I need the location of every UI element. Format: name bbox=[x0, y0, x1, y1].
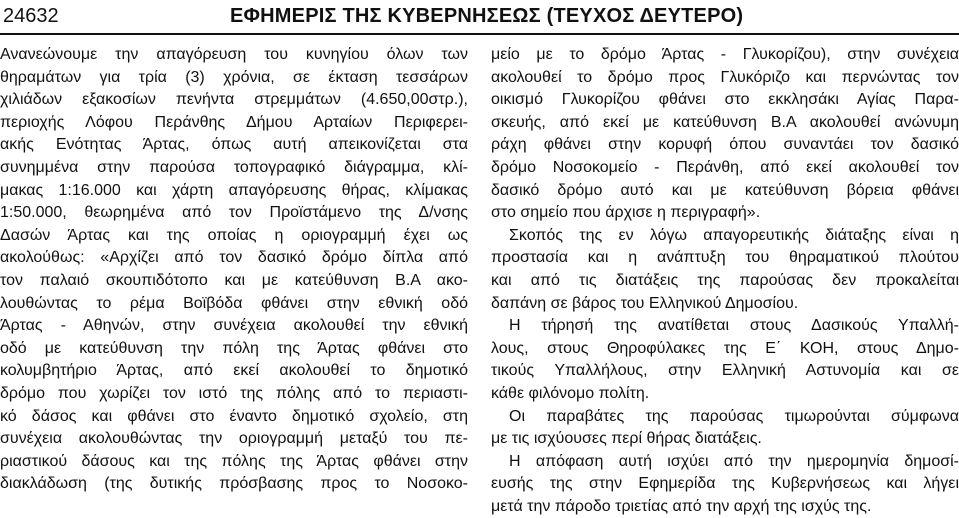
text-line: μείο με το δρόμο Άρτας - Γλυκορίζου), στην συνέχεια bbox=[491, 46, 959, 63]
page-header bbox=[0, 0, 959, 34]
left-column bbox=[0, 44, 468, 496]
text-line: και από τις διατάξεις της παρούσας δεν προκαλείται bbox=[491, 271, 959, 289]
text-line: χιλιάδων εξακοσίων πενήντα στρεμμάτων (4.650,00στρ.), bbox=[0, 91, 468, 109]
text-line: μακας 1:16.000 και χάρτη απαγόρευσης θήρας, κλίμακας bbox=[0, 181, 468, 199]
text-line: συνέχεια ακολουθώντας την οριογραμμή μεταξύ του πε- bbox=[0, 430, 468, 448]
text-line: μετά την πάροδο τριετίας από την αρχή της ισχύς της. bbox=[491, 497, 872, 515]
text-line: δρόμο Νοσοκομείο - Περάνθη, από εκεί ακολουθεί τον bbox=[491, 158, 959, 176]
text-line: λουθώντας το ρέμα Βοϊβόδα φθάνει στην εθνική οδό bbox=[0, 294, 468, 312]
text-line: Δασών Άρτας και της οποίας η οριογραμμή έχει ως bbox=[0, 226, 468, 244]
text-line: 1:50.000, θεωρημένα από τον Προϊστάμενο της Δ/νσης bbox=[0, 204, 468, 222]
text-line: δασικό δρόμο αυτό και με κατεύθυνση βόρεια φθάνει bbox=[491, 181, 959, 199]
text-line: Άρτας - Αθηνών, στην συνέχεια ακολουθεί την εθνική bbox=[0, 317, 468, 335]
header-rule bbox=[0, 33, 959, 35]
text-line: σκευής, από εκεί με κατεύθυνση Β.Α ακολουθεί ανώνυμη bbox=[491, 113, 959, 131]
text-line: λους, στους Θηροφύλακες της Ε΄ ΚΟΗ, στους Δημο- bbox=[491, 339, 959, 357]
right-column bbox=[491, 44, 959, 518]
text-line: στο σημείο που άρχισε η περιγραφή». bbox=[491, 204, 761, 222]
text-line: ακής Ενότητας Άρτας, όπως αυτή απεικονίζεται στα bbox=[0, 136, 468, 154]
text-line: προστασία και η ανάπτυξη του θηραματικού πλούτου bbox=[491, 249, 959, 267]
text-line: κολυμβητήριο Άρτας, από εκεί ακολουθεί το δημοτικό bbox=[0, 362, 468, 380]
text-line: Σκοπός της εν λόγω απαγορευτικής διάταξης είναι η bbox=[509, 226, 959, 244]
text-line: θηραμάτων για τρία (3) χρόνια, σε έκταση τεσσάρων bbox=[0, 68, 468, 86]
text-line: με τις ισχύουσες περί θήρας διατάξεις. bbox=[491, 430, 762, 448]
text-line: ριαστικού δάσους και της πόλης της Άρτας φθάνει στην bbox=[0, 452, 468, 470]
text-line: οικισμό Γλυκορίζου φθάνει στο εκκλησάκι Αγίας Παρα- bbox=[491, 91, 959, 109]
text-line: διακλάδωση (της δυτικής πρόσβασης προς το Νοσοκο- bbox=[0, 475, 468, 493]
text-line: κό δάσος και φθάνει στο έναντο δημοτικό σχολείο, στη bbox=[0, 407, 468, 425]
text-line: Ανανεώνουμε την απαγόρευση του κυνηγίου όλων των bbox=[0, 46, 468, 63]
text-line: τικούς Υπαλλήλους, στην Ελληνική Αστυνομία και σε bbox=[491, 362, 959, 380]
text-line: περιοχής Λόφου Περάνθης Δήμου Αρταίων Περιφερει- bbox=[0, 113, 468, 131]
text-line: τον παλαιό σκουπιδότοπο και με κατεύθυνση Β.Α ακο- bbox=[0, 271, 468, 289]
text-line: Οι παραβάτες της παρούσας τιμωρούνται σύμφωνα bbox=[509, 407, 959, 425]
text-line: κάθε φιλόνομο πολίτη. bbox=[491, 384, 650, 402]
text-line: οδό με κατεύθυνση την πόλη της Άρτας φθάνει στο bbox=[0, 339, 468, 357]
gazette-title: ΕΦΗΜΕΡΙΣ ΤΗΣ ΚΥΒΕΡΝΗΣΕΩΣ (ΤΕΥΧΟΣ ΔΕΥΤΕΡΟ) bbox=[230, 5, 744, 27]
text-line: ευσής της στην Εφημερίδα της Κυβερνήσεως και λήγει bbox=[491, 475, 959, 493]
page-number: 24632 bbox=[3, 5, 59, 27]
text-line: Η απόφαση αυτή ισχύει από την ημερομηνία δημοσί- bbox=[509, 452, 959, 470]
text-line: ράχη φθάνει στην κορυφή όπου συναντάει τον δασικό bbox=[491, 136, 959, 154]
text-line: Η τήρησή της ανατίθεται στους Δασικούς Υπαλλή- bbox=[509, 317, 959, 335]
text-line: δαπάνη σε βάρος του Ελληνικού Δημοσίου. bbox=[491, 294, 799, 312]
text-line: συνημμένα στην παρούσα τοπογραφικό διάγραμμα, κλί- bbox=[0, 158, 468, 176]
text-line: ακολουθεί το δρόμο προς Γλυκόριζο και περνώντας τον bbox=[491, 68, 959, 86]
text-line: ακολούθως: «Αρχίζει από τον δασικό δρόμο δίπλα από bbox=[0, 249, 468, 267]
text-line: δρόμο που χωρίζει τον ιστό της πόλης από το περιαστι- bbox=[0, 384, 468, 402]
